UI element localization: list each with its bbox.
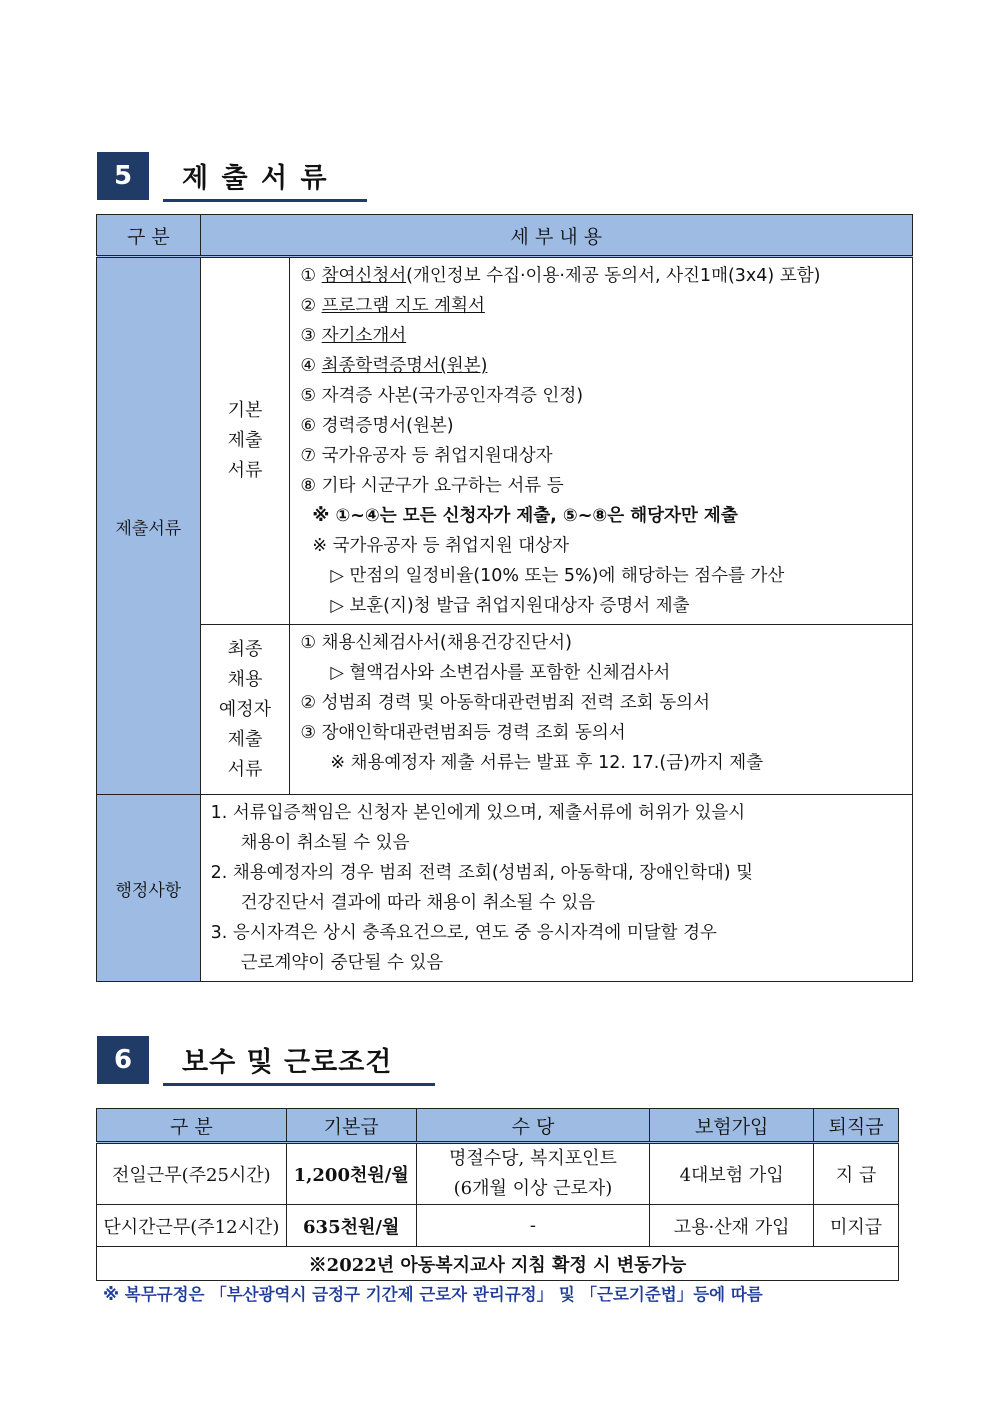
- header-insurance: 보험가입: [650, 1109, 814, 1143]
- admin-row: [97, 795, 913, 982]
- list-item: 1. 서류입증책임은 신청자 본인에게 있으며, 제출서류에 허위가 있을시: [210, 803, 746, 823]
- header-allowance: 수 당: [416, 1109, 650, 1143]
- table-header-row: [97, 215, 913, 257]
- list-item: 3. 응시자격은 상시 충족요건으로, 연도 중 응시자격에 미달할 경우: [210, 923, 717, 943]
- header-details: 세 부 내 용: [200, 215, 912, 257]
- list-item: ⑧ 기타 시군구가 요구하는 서류 등: [300, 476, 564, 496]
- list-item-cont: 근로계약이 중단될 수 있음: [240, 953, 444, 973]
- cell-severance: 미지급: [814, 1205, 899, 1247]
- note-sub: ▷ 만점의 일정비율(10% 또는 5%)에 해당하는 점수를 가산: [330, 566, 785, 586]
- table-footnote-row: [97, 1247, 899, 1281]
- list-item: ② 성범죄 경력 및 아동학대관련범죄 전력 조회 동의서: [300, 693, 710, 713]
- cell-salary: 635천원/월: [286, 1205, 416, 1247]
- table-row: [97, 1205, 899, 1247]
- header-type: 구 분: [97, 1109, 287, 1143]
- section-5-underline: [163, 199, 367, 202]
- submission-documents-table: [96, 214, 913, 982]
- note: ※ 국가유공자 등 취업지원 대상자: [312, 536, 570, 556]
- cell-type: 단시간근무(주12시간): [97, 1205, 287, 1247]
- service-regulation-note: ※ 복무규정은 「부산광역시 금정구 기간제 근로자 관리규정」 및 「근로기준법」등에 따름: [103, 1285, 763, 1304]
- final-documents-label: 최종 채용 예정자 제출 서류: [200, 625, 290, 795]
- list-item-cont: 채용이 취소될 수 있음: [240, 833, 410, 853]
- pay-conditions-table: [96, 1108, 899, 1281]
- list-item: ⑦ 국가유공자 등 취업지원대상자: [300, 446, 553, 466]
- section-6-number: 6: [97, 1036, 149, 1084]
- header-salary: 기본급: [286, 1109, 416, 1143]
- section-6-heading: [97, 1036, 447, 1088]
- list-item: ② 프로그램 지도 계획서: [300, 296, 485, 316]
- list-item: ▷ 혈액검사와 소변검사를 포함한 신체검사서: [330, 663, 671, 683]
- list-item-cont: 건강진단서 결과에 따라 채용이 취소될 수 있음: [240, 893, 596, 913]
- list-item: ① 참여신청서(개인정보 수집·이용·제공 동의서, 사진1매(3x4) 포함): [300, 266, 821, 286]
- note-bold: ※ ①~④는 모든 신청자가 제출, ⑤~⑧은 해당자만 제출: [312, 506, 738, 526]
- cell-insurance: 4대보험 가입: [650, 1143, 814, 1205]
- cell-insurance: 고용·산재 가입: [650, 1205, 814, 1247]
- list-item: ④ 최종학력증명서(원본): [300, 356, 488, 376]
- table-row: [97, 1143, 899, 1205]
- list-item: ※ 채용예정자 제출 서류는 발표 후 12. 17.(금)까지 제출: [330, 753, 764, 773]
- final-documents-list: [290, 625, 913, 795]
- final-documents-row: [97, 625, 913, 795]
- section-6-underline: [163, 1083, 435, 1086]
- cell-allowance: -: [416, 1205, 650, 1247]
- list-item: ① 채용신체검사서(채용건강진단서): [300, 633, 572, 653]
- list-item: ③ 자기소개서: [300, 326, 407, 346]
- cell-type: 전일근무(주25시간): [97, 1143, 287, 1205]
- note-sub: ▷ 보훈(지)청 발급 취업지원대상자 증명서 제출: [330, 596, 690, 616]
- basic-documents-row: [97, 257, 913, 625]
- section-5-title: 제 출 서 류: [182, 163, 329, 194]
- cell-allowance: 명절수당, 복지포인트 (6개월 이상 근로자): [416, 1143, 650, 1205]
- section-6-title: 보수 및 근로조건: [182, 1047, 393, 1078]
- admin-list: [200, 795, 912, 982]
- table-header-row: [97, 1109, 899, 1143]
- group-label-submission: 제출서류: [97, 257, 201, 795]
- cell-severance: 지 급: [814, 1143, 899, 1205]
- group-label-admin: 행정사항: [97, 795, 201, 982]
- cell-salary: 1,200천원/월: [286, 1143, 416, 1205]
- list-item: ⑤ 자격증 사본(국가공인자격증 인정): [300, 386, 584, 406]
- list-item: 2. 채용예정자의 경우 범죄 전력 조회(성범죄, 아동학대, 장애인학대) 및: [210, 863, 754, 883]
- header-category: 구 분: [97, 215, 201, 257]
- section-5-number: 5: [97, 152, 149, 200]
- section-5-heading: [97, 152, 377, 204]
- basic-documents-label: 기본 제출 서류: [200, 257, 290, 625]
- list-item: ③ 장애인학대관련범죄등 경력 조회 동의서: [300, 723, 626, 743]
- basic-documents-list: [290, 257, 913, 625]
- table-footnote: ※2022년 아동복지교사 지침 확정 시 변동가능: [97, 1247, 899, 1281]
- header-severance: 퇴직금: [814, 1109, 899, 1143]
- list-item: ⑥ 경력증명서(원본): [300, 416, 454, 436]
